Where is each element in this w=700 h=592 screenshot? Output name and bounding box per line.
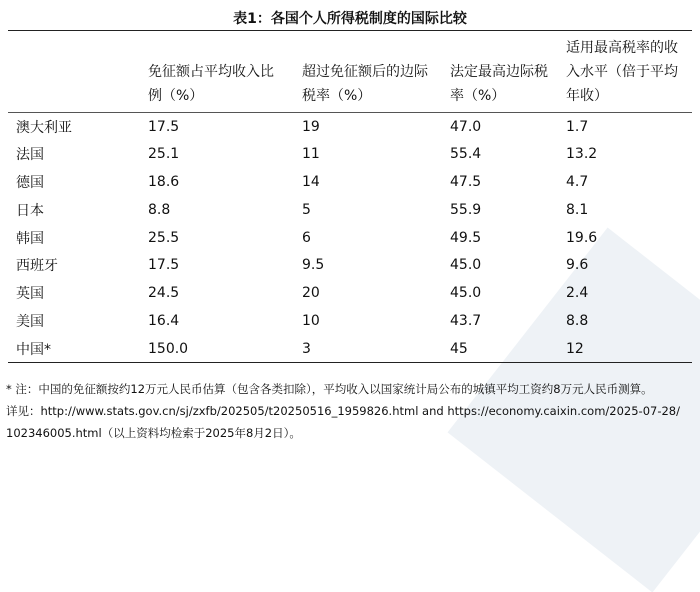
tax-comparison-table xyxy=(8,30,692,363)
table-row xyxy=(8,168,692,196)
table-cell-country: 美国 xyxy=(16,313,44,330)
table-cell-exemption-ratio: 8.8 xyxy=(148,201,171,218)
table-cell-marginal-rate: 5 xyxy=(302,201,311,218)
table-cell-top-rate: 47.0 xyxy=(450,118,482,135)
table-row xyxy=(8,307,692,335)
table-cell-top-rate: 43.7 xyxy=(450,312,482,329)
header-cell-top-rate: 法定最高边际税率（%） xyxy=(450,64,548,104)
table-row xyxy=(8,113,692,141)
table-row xyxy=(8,279,692,307)
header-row xyxy=(8,31,692,113)
footnote-line-3: 102346005.html（以上资料均检索于2025年8月2日）。 xyxy=(6,426,301,440)
table-cell-exemption-ratio: 16.4 xyxy=(148,312,180,329)
table-cell-marginal-rate: 10 xyxy=(302,312,320,329)
table-cell-top-rate-income: 2.4 xyxy=(566,285,589,302)
footnote-line-2: 详见：http://www.stats.gov.cn/sj/zxfb/202505/t20250516_1959826.html and https://economy.caixin.com/2025-07-28/ xyxy=(6,404,681,418)
header-cell-country xyxy=(8,31,140,113)
table-cell-marginal-rate: 11 xyxy=(302,146,320,163)
table-cell-exemption-ratio: 150.0 xyxy=(148,340,189,357)
table-cell-top-rate: 55.4 xyxy=(450,146,482,163)
table-cell-top-rate-income: 12 xyxy=(566,340,584,357)
table-cell-country: 法国 xyxy=(16,147,44,164)
table-cell-marginal-rate: 6 xyxy=(302,229,311,246)
footnote xyxy=(6,378,696,444)
table-cell-top-rate-income: 8.8 xyxy=(566,312,589,329)
table-cell-exemption-ratio: 25.1 xyxy=(148,146,180,163)
table-cell-top-rate-income: 1.7 xyxy=(566,118,589,135)
header-cell-top-rate-income: 适用最高税率的收入水平（倍于平均年收） xyxy=(566,40,678,104)
table-row xyxy=(8,251,692,279)
table-row xyxy=(8,224,692,252)
table-cell-country: 日本 xyxy=(16,202,44,219)
table-cell-top-rate: 45.0 xyxy=(450,257,482,274)
table-cell-marginal-rate: 19 xyxy=(302,118,320,135)
table-cell-top-rate: 55.9 xyxy=(450,201,482,218)
table-cell-top-rate: 45 xyxy=(450,340,468,357)
table-cell-exemption-ratio: 25.5 xyxy=(148,229,180,246)
table-cell-top-rate-income: 13.2 xyxy=(566,146,598,163)
table-cell-marginal-rate: 14 xyxy=(302,173,320,190)
table-body xyxy=(8,113,692,363)
table-cell-top-rate: 47.5 xyxy=(450,173,482,190)
table-cell-country: 西班牙 xyxy=(16,258,58,275)
table-cell-exemption-ratio: 17.5 xyxy=(148,257,180,274)
table-cell-country: 韩国 xyxy=(16,230,44,247)
table-cell-top-rate-income: 9.6 xyxy=(566,257,589,274)
table-cell-marginal-rate: 9.5 xyxy=(302,257,325,274)
table-cell-exemption-ratio: 18.6 xyxy=(148,173,180,190)
table-cell-country: 德国 xyxy=(16,174,44,191)
table-row xyxy=(8,335,692,363)
header-cell-marginal-rate: 超过免征额后的边际税率（%） xyxy=(302,64,428,104)
table-cell-top-rate-income: 19.6 xyxy=(566,229,598,246)
table-cell-exemption-ratio: 17.5 xyxy=(148,118,180,135)
table-row xyxy=(8,140,692,168)
table-row xyxy=(8,196,692,224)
table-cell-top-rate: 49.5 xyxy=(450,229,482,246)
table-cell-marginal-rate: 3 xyxy=(302,340,311,357)
table-cell-marginal-rate: 20 xyxy=(302,285,320,302)
comparison-table-container xyxy=(8,30,692,363)
table-cell-country: 澳大利亚 xyxy=(16,119,72,136)
table-cell-country: 英国 xyxy=(16,286,44,303)
table-cell-top-rate-income: 8.1 xyxy=(566,201,589,218)
footnote-line-1: * 注：中国的免征额按约12万元人民币估算（包含各类扣除），平均收入以国家统计局公布的城镇平均工资约8万元人民币测算。 xyxy=(6,382,653,396)
header-cell-exemption-ratio: 免征额占平均收入比例（%） xyxy=(148,64,274,104)
table-title: 表1：各国个人所得税制度的国际比较 xyxy=(233,11,467,27)
table-cell-exemption-ratio: 24.5 xyxy=(148,285,180,302)
table-cell-top-rate-income: 4.7 xyxy=(566,173,589,190)
table-cell-top-rate: 45.0 xyxy=(450,285,482,302)
table-cell-country: 中国* xyxy=(16,341,51,358)
